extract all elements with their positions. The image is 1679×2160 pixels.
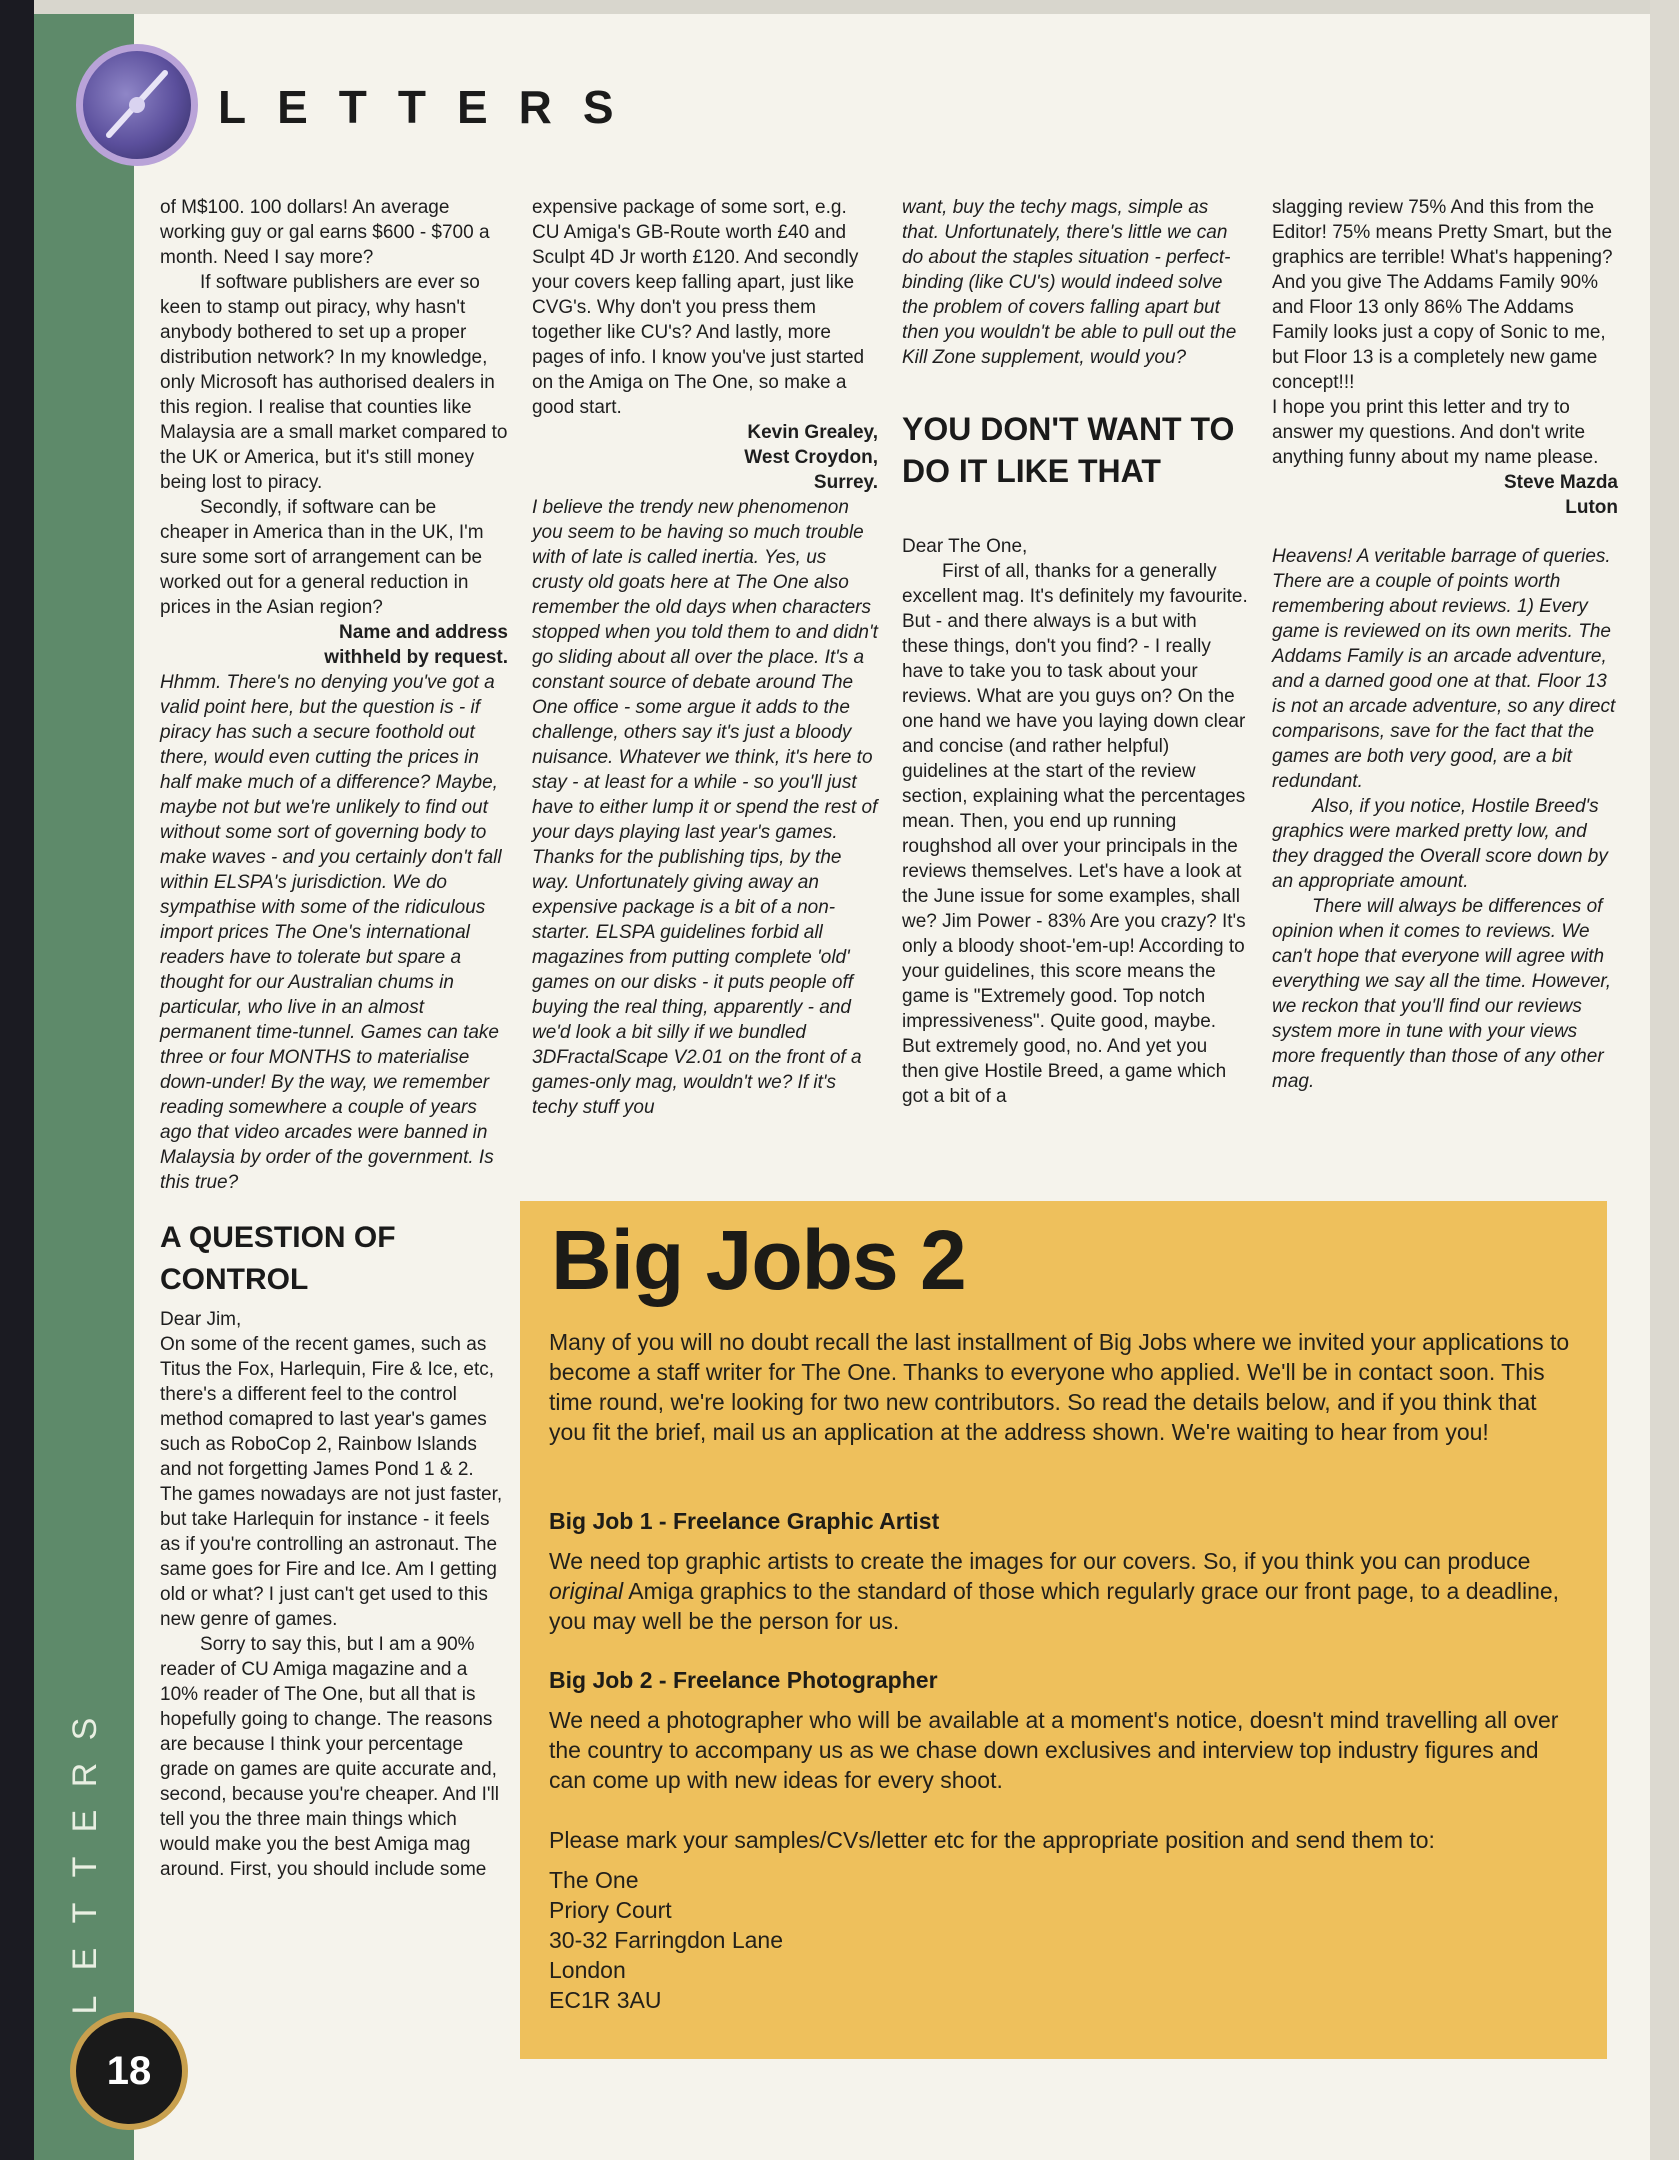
salutation: Dear Jim,	[160, 1309, 242, 1330]
letter-text: Secondly, if software can be cheaper in America than in the UK, I'm sure some sort of arrangement can be worked out for a general reduction in prices in the Asian region?	[160, 497, 484, 618]
column-4	[1272, 195, 1618, 1094]
column-2	[532, 195, 878, 1120]
letter-text: I hope you print this letter and try to answer my questions. And don't write anything funny about my name please.	[1272, 397, 1599, 468]
job-2-text: We need a photographer who will be available at a moment's notice, doesn't mind travelling all over the country to accompany us as we chase down exclusives and interview top industry figures and can come up with new ideas for every shoot.	[549, 1707, 1559, 1793]
big-jobs-title: Big Jobs 2	[551, 1213, 966, 1307]
letters-logo-icon	[76, 44, 198, 166]
section-heading: YOU DON'T WANT TO DO IT LIKE THAT	[902, 411, 1235, 489]
right-page-edge	[1650, 0, 1679, 2160]
postal-address	[549, 1865, 783, 2015]
column-3	[902, 195, 1248, 1109]
letter-signature: Luton	[1565, 497, 1618, 518]
page-title: LETTERS	[218, 81, 645, 133]
editor-reply: Heavens! A veritable barrage of queries. There are a couple of points worth remembering about reviews. 1) Every game is reviewed on its own merits. The Addams Family is an arcade adventure, and a darned good one at that. Floor 13 is not an arcade adventure, so any direct comparisons, save for the fact that the games are both very good, are a bit redundant.	[1272, 546, 1616, 792]
letter-text: If software publishers are ever so keen to stamp out piracy, why hasn't anybody bothered to set up a proper distribution network? In my knowledge, only Microsoft has authorised dealers in this region. I realise that counties like Malaysia are a small market compared to the UK or America, but it's still money being lost to piracy.	[160, 272, 508, 493]
address-line: London	[549, 1957, 626, 1983]
job-1-emphasis: original	[549, 1578, 624, 1604]
address-line: Priory Court	[549, 1897, 672, 1923]
salutation: Dear The One,	[902, 536, 1028, 557]
side-letter: L	[66, 1995, 104, 2015]
big-jobs-intro: Many of you will no doubt recall the last installment of Big Jobs where we invited your applications to become a staff writer for The One. Thanks to everyone who applied. We'll be in contact soon. This time round, we're looking for two new contributors. So read the details below, and if you think that you fit the brief, mail us an application at the address shown. We're waiting to hear from you!	[549, 1329, 1570, 1445]
side-letter: T	[66, 1856, 104, 1878]
letter-text: Sorry to say this, but I am a 90% reader of CU Amiga magazine and a 10% reader of The One, but all that is hopefully going to change. The reasons are because I think your percentage grade on games are quite accurate and, second, because you're cheaper. And I'll tell you the three main things which would make you the best Amiga mag around. First, you should include some	[160, 1634, 499, 1880]
address-line: The One	[549, 1867, 639, 1893]
letter-signature: Kevin Grealey,	[747, 422, 878, 443]
side-letter: S	[66, 1717, 104, 1741]
column-1	[160, 195, 508, 1882]
side-letter: T	[66, 1902, 104, 1924]
letter-text: On some of the recent games, such as Titus the Fox, Harlequin, Fire & Ice, etc, there's a different feel to the control method comapred to last year's games such as RoboCop 2, Rainbow Islands and not forgetting James Pond 1 & 2. The games nowadays are not just faster, but take Harlequin for instance - it feels as if you're controlling an astronaut. The same goes for Fire and Ice. Am I getting old or what? I just can't get used to this new genre of games.	[160, 1334, 503, 1630]
page-number: 18	[70, 2012, 188, 2130]
job-1-text	[549, 1546, 1579, 1636]
side-letter: E	[66, 1947, 104, 1971]
job-1-text-part: Amiga graphics to the standard of those which regularly grace our front page, to a deadline, you may well be the person for us.	[549, 1578, 1560, 1634]
editor-reply: I believe the trendy new phenomenon you seem to be having so much trouble with of late is called inertia. Yes, us crusty old goats here at The One also remember the old days when characters stopped when you told them to and didn't go sliding about all over the place. It's a constant source of debate around The One office - some argue it adds to the challenge, others say it's just a bloody nuisance. Whatever we think, it's here to stay - at least for a while - so you'll just have to either lump it or spend the rest of your days playing last year's games. Thanks for the publishing tips, by the way. Unfortunately giving away an expensive package is a bit of a non-starter. ELSPA guidelines forbid all magazines from putting complete 'old' games on our disks - it puts people off buying the real thing, apparently - and we'd look a bit silly if we bundled 3DFractalScape V2.01 on the front of a games-only mag, wouldn't we? If it's techy stuff you	[532, 497, 878, 1118]
letter-signature: Surrey.	[813, 472, 878, 493]
editor-reply: Hhmm. There's no denying you've got a valid point here, but the question is - if piracy has such a secure foothold out there, would even cutting the prices in half make much of a difference? Maybe, maybe not but we're unlikely to find out without some sort of governing body to make waves - and you certainly don't fall within ELSPA's jurisdiction. We do sympathise with some of the ridiculous import prices The One's international readers have to tolerate but spare a thought for our Australian chums in particular, who live in an almost permanent time-tunnel. Games can take three or four MONTHS to materialise down-under! By the way, we remember reading somewhere a couple of years ago that video arcades were banned in Malaysia by order of the government. Is this true?	[160, 672, 502, 1193]
job-1-title: Big Job 1 - Freelance Graphic Artist	[549, 1508, 940, 1534]
letter-text: First of all, thanks for a generally excellent mag. It's definitely my favourite. But - and there always is a but with these things, don't you find? - I really have to take you to task about your reviews. What are you guys on? On the one hand we have you laying down clear and concise (and rather helpful) guidelines at the start of the review section, explaining what the percentages mean. Then, you end up running roughshod all over your principals in the reviews themselves. Let's have a look at the June issue for some examples, shall we? Jim Power - 83% Are you crazy? It's only a bloody shoot-'em-up! According to your guidelines, this score means the game is "Extremely good. Top notch impressiveness". Quite good, maybe. But extremely good, no. And yet you then give Hostile Breed, a game which got a bit of a	[902, 561, 1248, 1107]
letter-signature: Name and address	[339, 622, 508, 643]
side-letter: R	[66, 1762, 104, 1788]
section-heading: A QUESTION OF CONTROL	[160, 1221, 396, 1296]
editor-reply: Also, if you notice, Hostile Breed's graphics were marked pretty low, and they dragged the Overall score down by an appropriate amount.	[1272, 796, 1608, 892]
letter-signature: Steve Mazda	[1503, 472, 1618, 493]
application-instructions: Please mark your samples/CVs/letter etc for the appropriate position and send them to:	[549, 1827, 1435, 1853]
letter-text: of M$100. 100 dollars! An average working guy or gal earns $600 - $700 a month. Need I say more?	[160, 197, 490, 268]
address-line: 30-32 Farringdon Lane	[549, 1927, 783, 1953]
binding-edge	[0, 0, 34, 2160]
letter-signature: West Croydon,	[744, 447, 878, 468]
side-letter: E	[66, 1809, 104, 1833]
editor-reply: There will always be differences of opinion when it comes to reviews. We can't hope that everyone will agree with everything we say all the time. However, we reckon that you'll find our reviews system more in tune with your views more frequently than those of any other mag.	[1272, 896, 1611, 1092]
address-line: EC1R 3AU	[549, 1987, 662, 2013]
editor-reply: want, buy the techy mags, simple as that. Unfortunately, there's little we can do about the staples situation - perfect-binding (like CU's) would indeed solve the problem of covers falling apart but then you wouldn't be able to pull out the Kill Zone supplement, would you?	[902, 197, 1237, 368]
side-section-label	[62, 1706, 108, 2015]
letter-text: expensive package of some sort, e.g. CU Amiga's GB-Route worth £40 and Sculpt 4D Jr worth £120. And secondly your covers keep falling apart, just like CVG's. Why don't you press them together like CU's? And lastly, more pages of info. I know you've just started on the Amiga on The One, so make a good start.	[532, 197, 865, 418]
letter-signature: withheld by request.	[324, 647, 508, 668]
job-1-text-part: We need top graphic artists to create the images for our covers. So, if you think you can produce	[549, 1548, 1531, 1574]
job-2-title: Big Job 2 - Freelance Photographer	[549, 1667, 938, 1693]
letter-text: slagging review 75% And this from the Editor! 75% means Pretty Smart, but the graphics are terrible! What's happening? And you give The Addams Family 90% and Floor 13 only 86% The Addams Family looks just a copy of Sonic to me, but Floor 13 is a completely new game concept!!!	[1272, 197, 1613, 393]
